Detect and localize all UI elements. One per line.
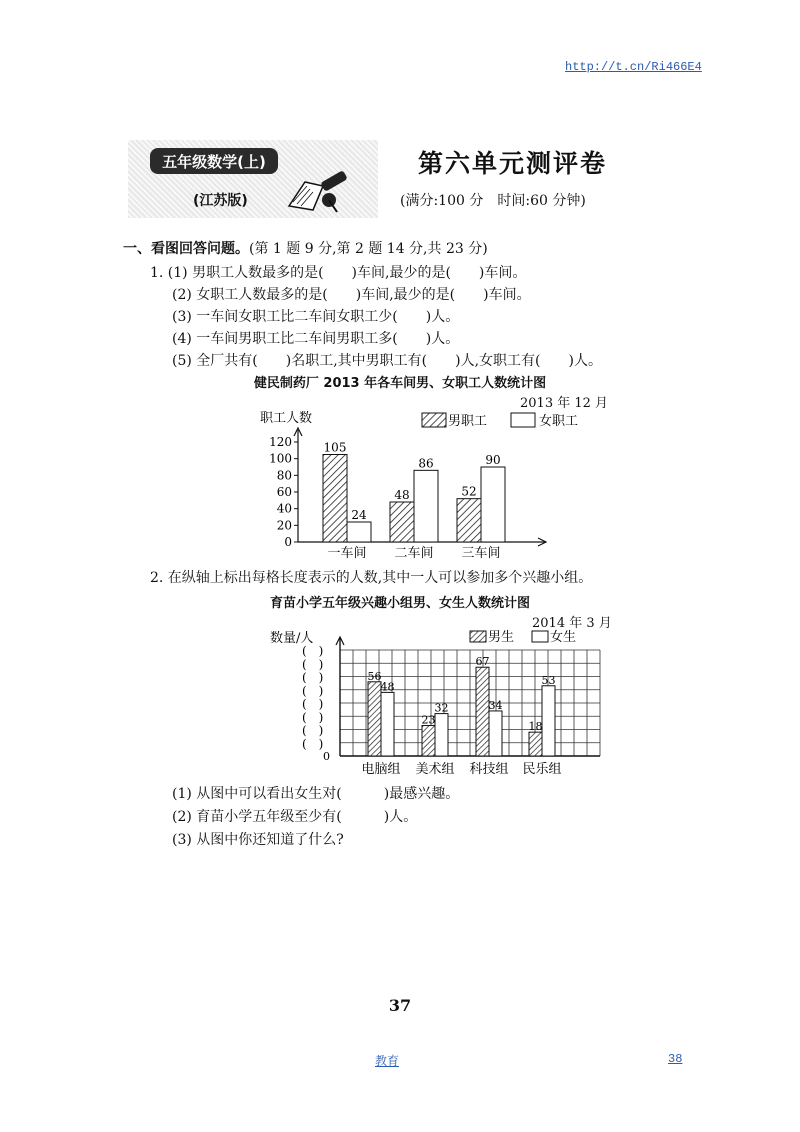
chart-1-y-tick-label: 80 bbox=[276, 468, 292, 483]
chart-2-y-tick-blank: ( ) bbox=[302, 723, 324, 738]
chart-2-category-label: 美术组 bbox=[415, 762, 455, 777]
chart-2-bar-girl bbox=[542, 686, 555, 756]
footer-link-page[interactable]: 38 bbox=[668, 1052, 683, 1066]
chart-2-bar-label-boy: 56 bbox=[367, 669, 382, 683]
footer-link-education[interactable]: 教育 bbox=[375, 1055, 400, 1069]
chart-1-bar-female bbox=[481, 467, 505, 542]
section-1-title bbox=[123, 238, 488, 258]
book-telescope-icon bbox=[285, 168, 355, 214]
chart-2-bar-label-girl: 48 bbox=[380, 680, 395, 694]
chart-2-interest-groups bbox=[270, 624, 620, 784]
chart-2-y-tick-blank: ( ) bbox=[302, 644, 324, 658]
chart-2-y-tick-blank: ( ) bbox=[302, 657, 324, 672]
chart-2-zero-label: 0 bbox=[323, 750, 330, 763]
chart-1-bar-female bbox=[347, 522, 371, 542]
chart-2-legend-boy: 男生 bbox=[488, 630, 515, 645]
chart-1-date: 2013 年 12 月 bbox=[520, 396, 609, 411]
chart-1-bar-female bbox=[414, 470, 438, 542]
exam-meta: (满分:100 分 时间:60 分钟) bbox=[400, 193, 586, 209]
chart-1-bar-label-male: 48 bbox=[394, 488, 410, 502]
chart-1-y-tick-label: 100 bbox=[269, 451, 292, 466]
chart-1-legend-swatch-male bbox=[422, 413, 446, 427]
chart-1-bar-male bbox=[323, 455, 347, 543]
chart-2-bar-boy bbox=[529, 732, 542, 756]
chart-1-y-tick-label: 120 bbox=[269, 435, 292, 449]
question-2: 2. 在纵轴上标出每格长度表示的人数,其中一人可以参加多个兴趣小组。 bbox=[150, 570, 593, 586]
question-2-1: (1) 从图中可以看出女生对( )最感兴趣。 bbox=[172, 786, 460, 802]
chart-2-bar-girl bbox=[435, 714, 448, 756]
source-url-link[interactable]: http://t.cn/Ri466E4 bbox=[565, 60, 702, 74]
chart-2-date: 2014 年 3 月 bbox=[532, 616, 612, 631]
chart-2-category-label: 电脑组 bbox=[361, 762, 401, 777]
question-2-3: (3) 从图中你还知道了什么? bbox=[172, 832, 344, 848]
chart-2-title: 育苗小学五年级兴趣小组男、女生人数统计图 bbox=[269, 596, 530, 611]
chart-1-bar-label-female: 24 bbox=[351, 508, 367, 522]
chart-2-category-label: 科技组 bbox=[469, 762, 509, 777]
grade-badge: 五年级数学(上) bbox=[150, 148, 278, 174]
chart-2-bar-boy bbox=[422, 726, 435, 756]
chart-2-y-tick-blank: ( ) bbox=[302, 736, 324, 751]
question-2-2: (2) 育苗小学五年级至少有( )人。 bbox=[172, 809, 418, 825]
chart-2-y-tick-blank: ( ) bbox=[302, 697, 324, 711]
edition-label: (江苏版) bbox=[193, 193, 248, 209]
chart-1-legend-male: 男职工 bbox=[448, 414, 488, 429]
chart-1-title: 健民制药厂 2013 年各车间男、女职工人数统计图 bbox=[253, 376, 547, 391]
chart-1-bar-label-female: 86 bbox=[418, 456, 434, 471]
chart-2-bar-label-girl: 32 bbox=[434, 701, 449, 715]
chart-2-y-tick-blank: ( ) bbox=[302, 670, 324, 685]
chart-2-category-label: 民乐组 bbox=[522, 762, 562, 777]
chart-1-y-label: 职工人数 bbox=[260, 411, 313, 426]
section-1-note: (第 1 题 9 分,第 2 题 14 分,共 23 分) bbox=[249, 241, 488, 257]
chart-2-legend-swatch-boy bbox=[470, 631, 486, 642]
chart-2-bar-label-boy: 67 bbox=[475, 655, 490, 669]
chart-2-bar-girl bbox=[489, 711, 502, 756]
section-1-heading: 一、看图回答问题。 bbox=[123, 241, 249, 257]
chart-2-legend-swatch-girl bbox=[532, 631, 548, 642]
chart-1-workshop-staff bbox=[250, 408, 610, 563]
chart-1-legend-swatch-female bbox=[511, 413, 535, 427]
chart-2-bar-boy bbox=[476, 667, 489, 756]
chart-1-legend-female: 女职工 bbox=[539, 414, 579, 429]
chart-2-bar-girl bbox=[381, 692, 394, 756]
chart-2-bar-label-girl: 53 bbox=[541, 673, 556, 687]
chart-2-y-tick-blank: ( ) bbox=[302, 683, 324, 698]
chart-1-category-label: 三车间 bbox=[461, 546, 501, 561]
page-number: 37 bbox=[388, 996, 412, 1015]
chart-1-bar-label-male: 52 bbox=[461, 484, 477, 499]
chart-1-category-label: 一车间 bbox=[327, 546, 367, 561]
chart-1-y-tick-label: 20 bbox=[276, 518, 292, 533]
chart-2-bar-label-girl: 34 bbox=[488, 698, 503, 712]
chart-1-bar-male bbox=[457, 499, 481, 542]
chart-2-bar-label-boy: 23 bbox=[421, 713, 436, 727]
chart-2-y-label: 数量/人 bbox=[270, 631, 314, 646]
chart-1-bar-male bbox=[390, 502, 414, 542]
chart-1-bar-label-female: 90 bbox=[485, 453, 501, 467]
chart-2-y-tick-blank: ( ) bbox=[302, 710, 324, 725]
chart-1-category-label: 二车间 bbox=[394, 546, 434, 561]
chart-1-bar-label-male: 105 bbox=[323, 440, 347, 455]
chart-2-bar-boy bbox=[368, 682, 381, 756]
chart-2-legend-girl: 女生 bbox=[550, 630, 577, 645]
question-1-3: (3) 一车间女职工比二车间女职工少( )人。 bbox=[172, 309, 460, 325]
question-1-1: 1. (1) 男职工人数最多的是( )车间,最少的是( )车间。 bbox=[150, 265, 527, 281]
question-1-5: (5) 全厂共有( )名职工,其中男职工有( )人,女职工有( )人。 bbox=[172, 353, 602, 369]
chart-1-y-tick-label: 0 bbox=[284, 535, 292, 549]
unit-title: 第六单元测评卷 bbox=[418, 149, 608, 178]
question-1-2: (2) 女职工人数最多的是( )车间,最少的是( )车间。 bbox=[172, 287, 531, 303]
chart-1-y-tick-label: 40 bbox=[276, 501, 292, 516]
question-1-4: (4) 一车间男职工比二车间男职工多( )人。 bbox=[172, 331, 460, 347]
chart-1-y-tick-label: 60 bbox=[276, 485, 292, 499]
chart-2-bar-label-boy: 18 bbox=[528, 720, 543, 734]
